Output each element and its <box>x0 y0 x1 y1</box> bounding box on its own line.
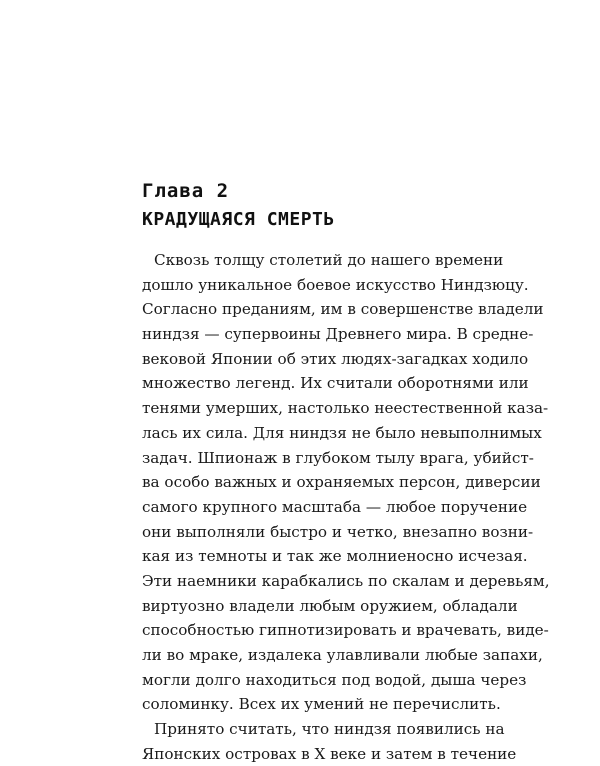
text-line: способностью гипнотизировать и врачевать, виде- <box>142 621 549 640</box>
chapter-title: КРАДУЩАЯСЯ СМЕРТЬ <box>142 209 335 230</box>
text-line: задач. Шпионаж в глубоком тылу врага, убийст- <box>142 448 534 467</box>
chapter-number: Глава 2 <box>142 180 230 202</box>
chapter-body-text <box>142 248 550 766</box>
text-line: лась их сила. Для ниндзя не было невыполнимых <box>142 423 542 442</box>
text-line: Согласно преданиям, им в совершенстве владели <box>142 300 544 319</box>
text-line: тенями умерших, настолько неестественной каза- <box>142 399 549 418</box>
text-line: самого крупного масштаба — любое поручение <box>142 497 528 516</box>
text-line: виртуозно владели любым оружием, обладали <box>142 596 518 615</box>
text-line: Сквозь толщу столетий до нашего времени <box>154 251 504 269</box>
text-line: соломинку. Всех их умений не перечислить. <box>142 695 501 714</box>
text-line: Японских островах в X веке и затем в течение <box>142 744 517 763</box>
text-line: Принято считать, что ниндзя появились на <box>154 720 505 739</box>
text-line: Эти наемники карабкались по скалам и деревьям, <box>142 571 550 590</box>
text-line: множество легенд. Их считали оборотнями или <box>142 374 529 393</box>
text-line: вековой Японии об этих людях-загадках ходило <box>142 349 529 368</box>
text-line: дошло уникальное боевое искусство Ниндзюцу. <box>142 275 529 294</box>
text-line: кая из темноты и так же молниеносно исчезая. <box>142 547 528 566</box>
text-line: ниндзя — супервоины Древнего мира. В средне- <box>142 325 534 344</box>
text-line: могли долго находиться под водой, дыша через <box>142 670 527 689</box>
text-line: ва особо важных и охраняемых персон, диверсии <box>142 473 541 492</box>
text-line: ли во мраке, издалека улавливали любые запахи, <box>142 646 543 664</box>
text-line: они выполняли быстро и четко, внезапно возни- <box>142 522 534 541</box>
